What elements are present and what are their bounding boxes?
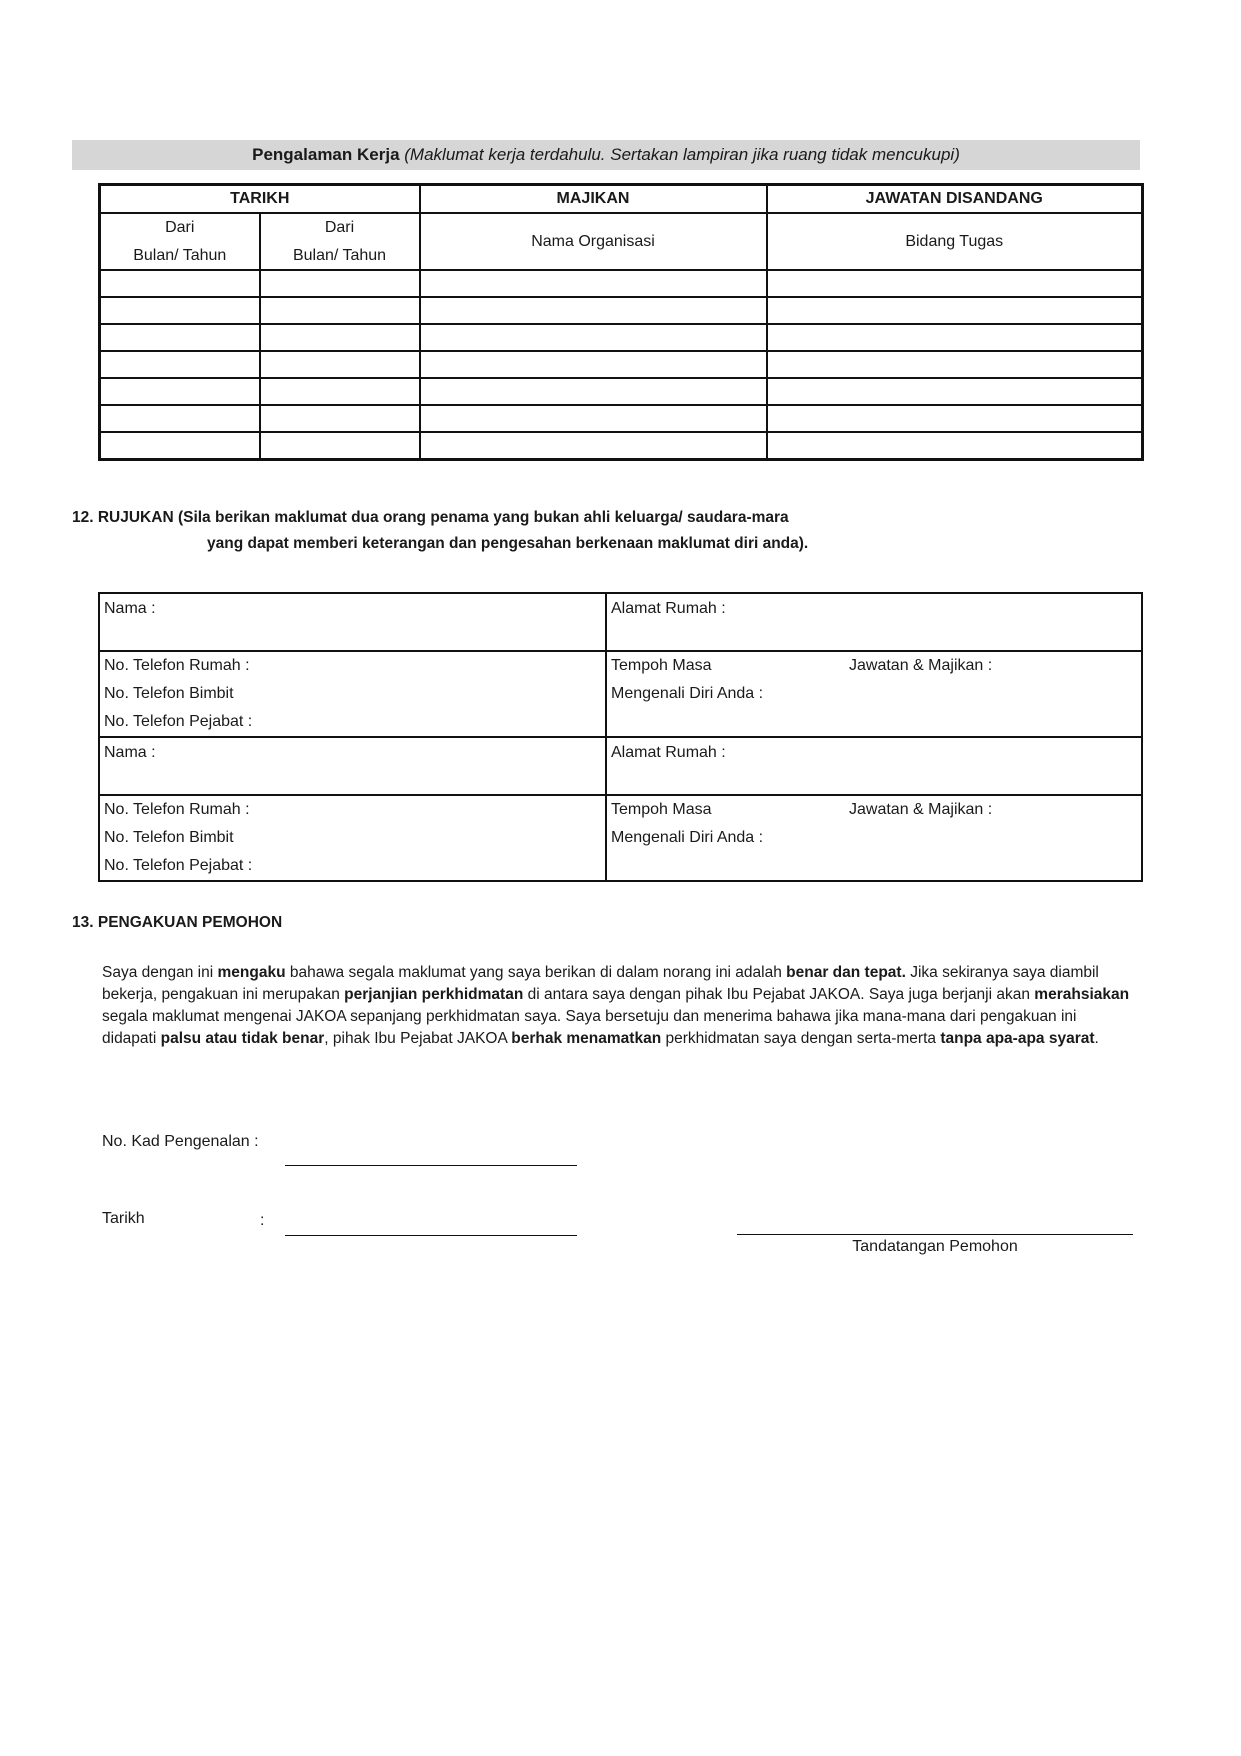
declaration-text-8: .	[1094, 1030, 1099, 1047]
reference-2-address-label: Alamat Rumah :	[611, 744, 726, 761]
reference-2-address-cell[interactable]	[606, 737, 1142, 795]
reference-1-name-label: Nama :	[104, 600, 156, 617]
declaration-text-1: Saya dengan ini	[102, 964, 218, 981]
cell-duties[interactable]	[767, 405, 1143, 432]
declaration-paragraph	[102, 962, 1132, 1050]
cell-from-2[interactable]	[260, 351, 420, 378]
reference-2-name-cell[interactable]	[99, 737, 606, 795]
references-heading-line1: 12. RUJUKAN (Sila berikan maklumat dua orang penama yang bukan ahli keluarga/ saudara-mara	[72, 509, 789, 526]
cell-from-1[interactable]	[100, 378, 260, 405]
cell-from-1[interactable]	[100, 297, 260, 324]
cell-from-2[interactable]	[260, 270, 420, 297]
table-row	[100, 324, 1143, 351]
cell-from-2[interactable]	[260, 432, 420, 460]
reference-1-duration-label-2: Mengenali Diri Anda :	[611, 685, 764, 702]
reference-2-contact-row	[99, 795, 1142, 881]
declaration-text-6: , pihak Ibu Pejabat JAKOA	[324, 1030, 512, 1047]
cell-from-2[interactable]	[260, 324, 420, 351]
reference-1-office-phone-label: No. Telefon Pejabat :	[104, 713, 253, 730]
subheader-from-2	[260, 213, 420, 270]
table-row	[100, 432, 1143, 460]
table-header-row	[100, 185, 1143, 214]
reference-1-duration-cell[interactable]	[606, 651, 1142, 737]
signature-label: Tandatangan Pemohon	[852, 1238, 1018, 1255]
cell-organisation[interactable]	[420, 378, 767, 405]
reference-1-position-label: Jawatan & Majikan :	[849, 657, 993, 674]
subheader-duties: Bidang Tugas	[767, 213, 1143, 270]
ic-number-label: No. Kad Pengenalan :	[102, 1133, 259, 1150]
reference-1-contact-row	[99, 651, 1142, 737]
declaration-bold-3: perjanjian perkhidmatan	[344, 986, 524, 1003]
cell-from-1[interactable]	[100, 351, 260, 378]
cell-duties[interactable]	[767, 297, 1143, 324]
reference-1-name-row	[99, 593, 1142, 651]
table-row	[100, 297, 1143, 324]
reference-2-office-phone-label: No. Telefon Pejabat :	[104, 857, 253, 874]
work-experience-header	[72, 140, 1140, 170]
signature-line[interactable]	[737, 1234, 1133, 1235]
cell-organisation[interactable]	[420, 351, 767, 378]
cell-duties[interactable]	[767, 432, 1143, 460]
reference-2-mobile-label: No. Telefon Bimbit	[104, 829, 234, 846]
reference-1-home-phone-label: No. Telefon Rumah :	[104, 657, 250, 674]
cell-from-1[interactable]	[100, 270, 260, 297]
cell-organisation[interactable]	[420, 297, 767, 324]
references-table	[98, 592, 1143, 882]
reference-2-position-label: Jawatan & Majikan :	[849, 801, 993, 818]
declaration-bold-2: benar dan tepat.	[786, 964, 906, 981]
cell-duties[interactable]	[767, 351, 1143, 378]
subheader-from-1	[100, 213, 260, 270]
reference-1-address-label: Alamat Rumah :	[611, 600, 726, 617]
cell-duties[interactable]	[767, 378, 1143, 405]
table-row	[100, 270, 1143, 297]
declaration-text-3: Jika sekiranya saya diambil bekerja, pengakuan ini merupakan	[102, 964, 1099, 1003]
header-tarikh: TARIKH	[100, 185, 420, 214]
cell-organisation[interactable]	[420, 270, 767, 297]
reference-2-home-phone-label: No. Telefon Rumah :	[104, 801, 250, 818]
date-label: Tarikh	[102, 1210, 145, 1227]
reference-1-address-cell[interactable]	[606, 593, 1142, 651]
reference-1-phone-cell[interactable]	[99, 651, 606, 737]
declaration-text-2: bahawa segala maklumat yang saya berikan di dalam norang ini adalah	[285, 964, 787, 981]
declaration-bold-5: palsu atau tidak benar	[160, 1030, 325, 1047]
declaration-text-7: perkhidmatan saya dengan serta-merta	[661, 1030, 941, 1047]
declaration-bold-6: berhak menamatkan	[511, 1030, 662, 1047]
cell-from-2[interactable]	[260, 378, 420, 405]
date-line[interactable]	[285, 1235, 577, 1236]
subheader-from-1-label: Dari	[165, 218, 195, 236]
declaration-heading: 13. PENGAKUAN PEMOHON	[72, 914, 283, 931]
declaration-bold-1: mengaku	[217, 964, 286, 981]
work-experience-table	[98, 183, 1144, 461]
ic-number-line[interactable]	[285, 1165, 577, 1166]
declaration-text-5: segala maklumat mengenai JAKOA sepanjang perkhidmatan saya. Saya bersetuju dan menerima bahawa jika mana-mana dari pengakuan ini didapati	[102, 1008, 1077, 1047]
subheader-organisation: Nama Organisasi	[420, 213, 767, 270]
reference-2-duration-cell[interactable]	[606, 795, 1142, 881]
date-colon: :	[260, 1212, 265, 1229]
subheader-from-2-unit: Bulan/ Tahun	[292, 246, 387, 264]
reference-1-duration-label-1: Tempoh Masa	[611, 657, 712, 674]
cell-duties[interactable]	[767, 270, 1143, 297]
header-jawatan: JAWATAN DISANDANG	[767, 185, 1143, 214]
cell-organisation[interactable]	[420, 324, 767, 351]
reference-2-name-row	[99, 737, 1142, 795]
reference-1-name-cell[interactable]	[99, 593, 606, 651]
declaration-text-4: di antara saya dengan pihak Ibu Pejabat JAKOA. Saya juga berjanji akan	[523, 986, 1035, 1003]
cell-from-2[interactable]	[260, 405, 420, 432]
cell-organisation[interactable]	[420, 432, 767, 460]
declaration-bold-4: merahsiakan	[1034, 986, 1130, 1003]
work-experience-title: Pengalaman Kerja	[252, 145, 400, 164]
table-row	[100, 405, 1143, 432]
reference-2-duration-label-2: Mengenali Diri Anda :	[611, 829, 764, 846]
cell-from-1[interactable]	[100, 405, 260, 432]
work-experience-note: (Maklumat kerja terdahulu. Sertakan lampiran jika ruang tidak mencukupi)	[404, 145, 960, 164]
cell-from-2[interactable]	[260, 297, 420, 324]
cell-duties[interactable]	[767, 324, 1143, 351]
reference-2-phone-cell[interactable]	[99, 795, 606, 881]
header-majikan: MAJIKAN	[420, 185, 767, 214]
cell-from-1[interactable]	[100, 324, 260, 351]
references-heading-line2: yang dapat memberi keterangan dan pengesahan berkenaan maklumat diri anda).	[207, 535, 809, 552]
subheader-from-2-label: Dari	[324, 218, 355, 236]
cell-organisation[interactable]	[420, 405, 767, 432]
cell-from-1[interactable]	[100, 432, 260, 460]
reference-1-mobile-label: No. Telefon Bimbit	[104, 685, 234, 702]
reference-2-duration-label-1: Tempoh Masa	[611, 801, 712, 818]
table-row	[100, 378, 1143, 405]
subheader-from-1-unit: Bulan/ Tahun	[133, 246, 227, 264]
declaration-bold-7: tanpa apa-apa syarat	[940, 1030, 1095, 1047]
table-row	[100, 351, 1143, 378]
reference-2-name-label: Nama :	[104, 744, 156, 761]
table-subheader-row	[100, 213, 1143, 270]
